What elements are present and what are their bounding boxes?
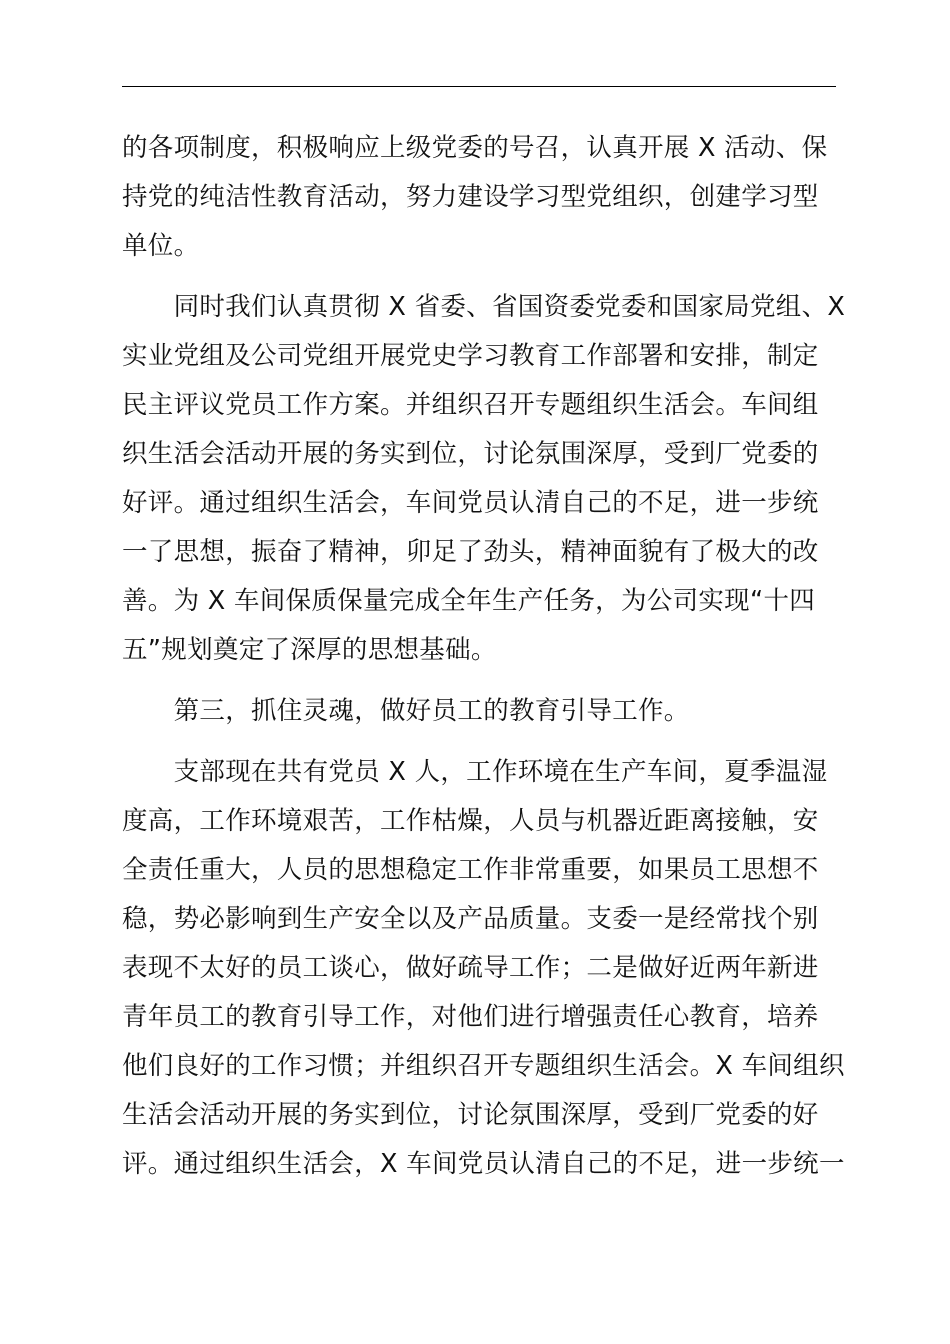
text-line: 稳，势必影响到生产安全以及产品质量。支委一是经常找个别: [122, 904, 819, 934]
text-line: 同时我们认真贯彻 X 省委、省国资委党委和国家局党组、X: [122, 292, 846, 322]
text-line: 织生活会活动开展的务实到位，讨论氛围深厚，受到厂党委的: [122, 439, 819, 469]
text-line: 善。为 X 车间保质保量完成全年生产任务，为公司实现“十四: [122, 586, 816, 616]
text-line: 支部现在共有党员 X 人，工作环境在生产车间，夏季温湿: [122, 757, 828, 787]
text-line: 好评。通过组织生活会，车间党员认清自己的不足，进一步统: [122, 488, 819, 518]
section-heading: [122, 687, 838, 736]
text-line: 青年员工的教育引导工作，对他们进行增强责任心教育，培养: [122, 1002, 819, 1032]
header-rule: [122, 86, 836, 87]
text-line: 他们良好的工作习惯；并组织召开专题组织生活会。X 车间组织: [122, 1051, 845, 1081]
document-body: [122, 124, 846, 1189]
text-line: 评。通过组织生活会，X 车间党员认清自己的不足，进一步统一: [122, 1149, 845, 1179]
text-line: 单位。: [122, 231, 200, 261]
text-line: 持党的纯洁性教育活动，努力建设学习型党组织，创建学习型: [122, 182, 819, 212]
text-line: 民主评议党员工作方案。并组织召开专题组织生活会。车间组: [122, 390, 819, 420]
text-line: 表现不太好的员工谈心，做好疏导工作；二是做好近两年新进: [122, 953, 819, 983]
paragraph: [122, 748, 845, 1189]
text-line: 第三，抓住灵魂，做好员工的教育引导工作。: [122, 696, 690, 726]
text-line: 一了思想，振奋了精神，卯足了劲头，精神面貌有了极大的改: [122, 537, 819, 567]
text-line: 的各项制度，积极响应上级党委的号召，认真开展 X 活动、保: [122, 133, 828, 163]
paragraph: [122, 124, 838, 271]
paragraph: [122, 283, 846, 675]
text-line: 五”规划奠定了深厚的思想基础。: [122, 635, 497, 665]
text-line: 生活会活动开展的务实到位，讨论氛围深厚，受到厂党委的好: [122, 1100, 819, 1130]
text-line: 实业党组及公司党组开展党史学习教育工作部署和安排，制定: [122, 341, 819, 371]
text-line: 度高，工作环境艰苦，工作枯燥，人员与机器近距离接触，安: [122, 806, 819, 836]
text-line: 全责任重大，人员的思想稳定工作非常重要，如果员工思想不: [122, 855, 819, 885]
